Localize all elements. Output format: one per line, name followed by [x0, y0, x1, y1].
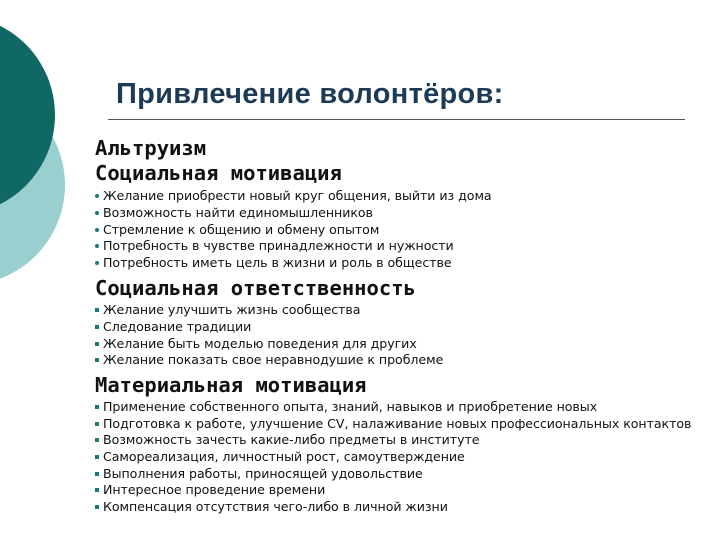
list-item: Желание показать свое неравнодушие к проблеме [95, 352, 695, 369]
list-item: Потребность иметь цель в жизни и роль в обществе [95, 255, 695, 272]
bullet-icon [95, 358, 99, 362]
bullet-icon [95, 228, 99, 232]
list-item: Возможность зачесть какие-либо предметы в институте [95, 432, 695, 449]
bullet-icon [95, 472, 99, 476]
bullet-icon [95, 325, 99, 329]
list-item: Желание улучшить жизнь сообщества [95, 302, 695, 319]
list-item: Компенсация отсутствия чего-либо в личной жизни [95, 499, 695, 516]
list-item: Самореализация, личностный рост, самоутверждение [95, 449, 695, 466]
bullet-icon [95, 211, 99, 215]
list-item: Подготовка к работе, улучшение CV, налаживание новых профессиональных контактов [95, 416, 695, 432]
bullet-icon [95, 488, 99, 492]
slide-content [95, 136, 695, 516]
heading-material-motivation: Материальная мотивация [95, 373, 367, 398]
bullet-icon [95, 261, 99, 265]
title-divider [108, 119, 685, 120]
list-item: Возможность найти единомышленников [95, 205, 695, 222]
bullet-icon [95, 405, 99, 409]
bullet-icon [95, 194, 99, 198]
list-item: Интересное проведение времени [95, 482, 695, 499]
list-item: Выполнения работы, приносящей удовольствие [95, 466, 695, 483]
list-item: Следование традиции [95, 319, 695, 336]
list-material-motivation [95, 399, 695, 516]
bullet-icon [95, 308, 99, 312]
slide-title: Привлечение волонтёров: [116, 78, 504, 110]
list-item: Стремление к общению и обмену опытом [95, 222, 695, 239]
bullet-icon [95, 438, 99, 442]
list-social-responsibility [95, 302, 695, 369]
bullet-icon [95, 244, 99, 248]
list-social-motivation [95, 188, 695, 272]
heading-altruism: Альтруизм [95, 136, 207, 160]
list-item: Применение собственного опыта, знаний, навыков и приобретение новых [95, 399, 695, 416]
bullet-icon [95, 422, 99, 426]
bullet-icon [95, 505, 99, 509]
bullet-icon [95, 342, 99, 346]
list-item: Потребность в чувстве принадлежности и нужности [95, 238, 695, 255]
list-item: Желание быть моделью поведения для других [95, 336, 695, 353]
bullet-icon [95, 455, 99, 459]
heading-social-responsibility: Социальная ответственность [95, 275, 416, 300]
heading-social-motivation: Социальная мотивация [95, 161, 342, 185]
list-item: Желание приобрести новый круг общения, выйти из дома [95, 188, 695, 205]
